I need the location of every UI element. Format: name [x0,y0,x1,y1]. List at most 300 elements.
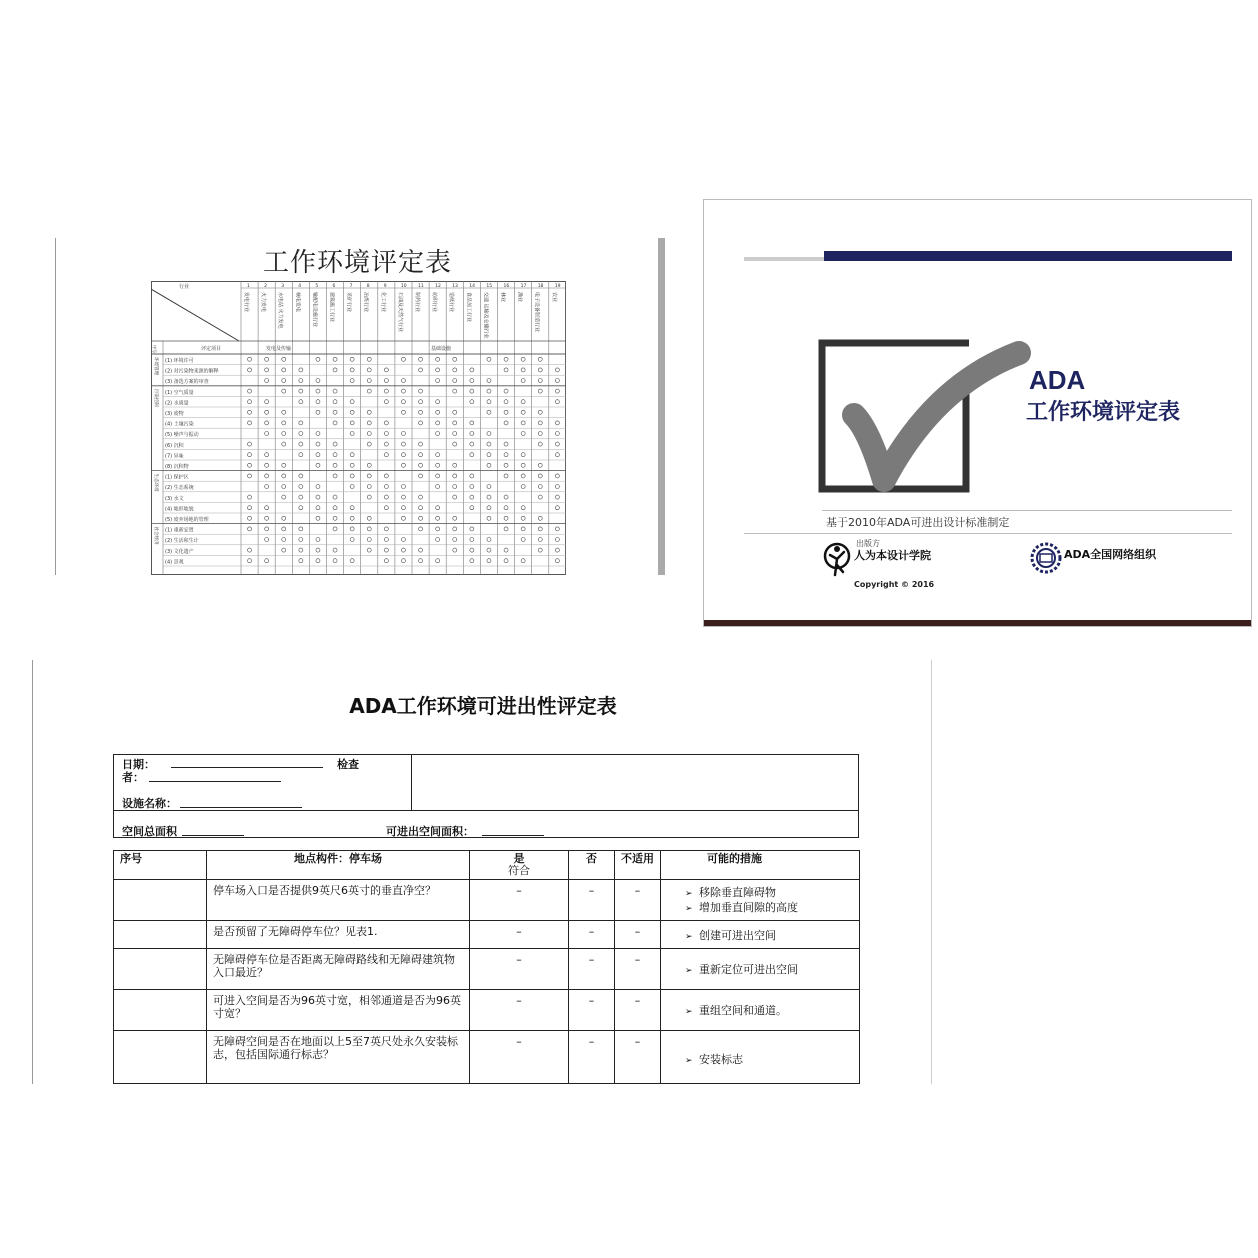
matrix-eval-item-label: 评定项目 [201,346,222,352]
matrix-mark [470,421,474,425]
matrix-row-label: (7) 异味 [165,453,184,460]
facility-label: 设施名称： [122,797,177,810]
yes-checkbox[interactable]: – [470,990,569,1031]
matrix-mark [436,421,440,425]
matrix-mark [487,453,491,457]
matrix-mark [487,516,491,520]
matrix-column-header: 化工行业 [379,292,386,313]
matrix-column-number: 10 [400,284,407,289]
matrix-mark [538,389,542,393]
matrix-mark [504,442,508,446]
matrix-mark [248,442,252,446]
matrix-mark [316,442,320,446]
matrix-mark [538,432,542,436]
arrow-bullet-icon: ➢ [685,932,693,942]
matrix-mark [504,527,508,531]
matrix-mark [350,410,354,414]
matrix-row-label: (2) 水质量 [165,400,189,407]
assessment-form-panel [32,660,932,1084]
measures-cell [661,880,860,921]
matrix-mark [282,516,286,520]
matrix-row-label: (3) 水文 [165,495,184,502]
matrix-mark [436,368,440,372]
matrix-mark [367,516,371,520]
matrix-mark [265,421,269,425]
matrix-section-label: 环境管理 [153,357,158,375]
matrix-mark [350,432,354,436]
na-checkbox[interactable]: – [615,990,661,1031]
matrix-mark [436,506,440,510]
matrix-mark [265,559,269,563]
header-no: 否 [569,851,615,880]
matrix-mark [316,432,320,436]
matrix-mark [282,538,286,542]
matrix-column-header: 制药行业 [414,292,420,313]
matrix-mark [384,559,388,563]
matrix-mark [538,527,542,531]
arrow-bullet-icon: ➢ [685,1056,693,1066]
cover-bottom-strip [704,620,1251,626]
matrix-mark [265,368,269,372]
matrix-mark [384,506,388,510]
na-checkbox[interactable]: – [615,949,661,990]
matrix-mark [521,506,525,510]
matrix-row-label: (8) 沉积物 [165,464,189,470]
seq-cell[interactable] [114,880,207,921]
cover-basis-text: 基于2010年ADA可进出设计标准制定 [826,516,1010,529]
matrix-row-label: (4) 土壤污染 [165,421,194,428]
measures-cell [661,990,860,1031]
matrix-mark [384,485,388,489]
matrix-mark [555,379,559,383]
matrix-mark [487,463,491,467]
matrix-mark [538,421,542,425]
matrix-mark [299,474,303,478]
matrix-mark [453,379,457,383]
measures-cell [661,1031,860,1084]
matrix-column-number: 17 [520,284,527,289]
matrix-mark [299,389,303,393]
matrix-mark [333,410,337,414]
matrix-mark [538,463,542,467]
matrix-mark [316,559,320,563]
matrix-mark [401,379,405,383]
matrix-mark [436,559,440,563]
matrix-mark [333,495,337,499]
header-yes-sub: 符合 [508,864,530,877]
matrix-mark [282,485,286,489]
table-row [114,1031,860,1084]
matrix-mark [248,368,252,372]
matrix-mark [504,474,508,478]
matrix-mark [299,400,303,404]
matrix-mark [384,538,388,542]
matrix-column-header: 火力发电 [260,292,267,313]
na-checkbox[interactable]: – [615,921,661,949]
matrix-mark [384,474,388,478]
matrix-mark [265,516,269,520]
matrix-mark [555,453,559,457]
matrix-mark [333,400,337,404]
matrix-mark [299,538,303,542]
matrix-column-header: 核电发电 [294,292,301,313]
matrix-mark [248,453,252,457]
matrix-mark [401,548,405,552]
matrix-mark [401,410,405,414]
matrix-mark [538,516,542,520]
matrix-mark [316,516,320,520]
matrix-column-number: 13 [452,284,458,289]
matrix-mark [453,442,457,446]
matrix-mark [436,432,440,436]
accessible-area-field[interactable] [482,835,544,836]
matrix-mark [419,474,423,478]
matrix-mark [333,357,337,361]
matrix-sheet-panel [55,238,665,575]
facility-field[interactable] [180,807,302,808]
matrix-column-header: 发电行业 [243,292,249,313]
matrix-mark [248,421,252,425]
copyright-text: Copyright © 2016 [854,580,935,589]
matrix-column-number: 9 [383,284,387,289]
matrix-mark [487,379,491,383]
matrix-mark [401,538,405,542]
arrow-bullet-icon: ➢ [685,904,693,914]
measure-text: 安装标志 [699,1053,743,1066]
matrix-mark [436,485,440,489]
matrix-mark [419,400,423,404]
seq-cell[interactable] [114,921,207,949]
matrix-mark [248,474,252,478]
matrix-mark [487,357,491,361]
matrix-mark [453,527,457,531]
matrix-mark [401,516,405,520]
matrix-section-label: 社会经济 [153,526,158,545]
matrix-mark [299,432,303,436]
matrix-mark [521,538,525,542]
matrix-mark [350,538,354,542]
matrix-mark [555,559,559,563]
no-checkbox[interactable]: – [569,880,615,921]
measure-item [685,886,853,901]
org-name: ADA全国网络组织 [1064,548,1157,561]
matrix-column-header: 林业 [499,292,506,303]
matrix-mark [419,527,423,531]
seq-cell[interactable] [114,1031,207,1084]
matrix-mark [248,548,252,552]
date-label: 日期： [122,758,155,771]
matrix-mark [265,474,269,478]
matrix-mark [333,442,337,446]
matrix-mark [419,506,423,510]
no-checkbox[interactable]: – [569,1031,615,1084]
cover-rule-navy [824,251,1232,261]
matrix-mark [470,495,474,499]
no-checkbox[interactable]: – [569,949,615,990]
total-area-label: 空间总面积 [122,825,177,838]
yes-checkbox[interactable]: – [470,880,569,921]
matrix-mark [333,548,337,552]
matrix-mark [538,548,542,552]
matrix-mark [453,474,457,478]
matrix-mark [521,474,525,478]
matrix-mark [521,453,525,457]
matrix-mark [504,463,508,467]
yes-checkbox[interactable]: – [470,921,569,949]
matrix-corner-label: 行业 [179,284,190,290]
scrollbar[interactable] [658,238,665,575]
matrix-mark [436,453,440,457]
matrix-mark [265,453,269,457]
matrix-mark [453,463,457,467]
matrix-mark [555,474,559,478]
matrix-column-number: 8 [366,284,370,289]
total-area-field[interactable] [182,835,244,836]
matrix-mark [350,368,354,372]
matrix-mark [350,463,354,467]
matrix-mark [333,474,337,478]
matrix-mark [436,463,440,467]
matrix-mark [470,400,474,404]
matrix-mark [316,495,320,499]
matrix-mark [470,485,474,489]
matrix-mark [367,421,371,425]
matrix-mark [367,463,371,467]
matrix-row-label: (3) 废物 [165,411,184,417]
matrix-mark [436,410,440,414]
matrix-mark [538,442,542,446]
matrix-mark [521,527,525,531]
matrix-mark [419,421,423,425]
seq-cell[interactable] [114,990,207,1031]
matrix-row-label: (6) 沉积 [165,442,184,449]
matrix-mark [538,474,542,478]
matrix-mark [401,485,405,489]
matrix-row-label: (5) 废弃场地的管理 [165,517,209,523]
matrix-mark [384,432,388,436]
matrix-mark [470,432,474,436]
matrix-mark [316,453,320,457]
matrix-mark [504,357,508,361]
matrix-column-header: 食品加工行业 [465,292,472,323]
matrix-mark [265,432,269,436]
matrix-mark [265,527,269,531]
matrix-mark [555,400,559,404]
date-field[interactable] [171,767,323,768]
matrix-column-header: 冶炼行业 [362,292,369,313]
matrix-mark [538,538,542,542]
matrix-mark [299,453,303,457]
matrix-mark [333,506,337,510]
matrix-mark [521,463,525,467]
matrix-column-header: 农业 [550,292,557,303]
matrix-mark [367,379,371,383]
matrix-mark [487,442,491,446]
matrix-mark [436,538,440,542]
matrix-mark [350,357,354,361]
matrix-mark [521,516,525,520]
matrix-mark [487,559,491,563]
matrix-mark [299,559,303,563]
measure-text: 创建可进出空间 [699,929,776,942]
matrix-mark [504,368,508,372]
na-checkbox[interactable]: – [615,880,661,921]
matrix-mark [504,453,508,457]
matrix-mark [367,495,371,499]
matrix-mark [521,357,525,361]
matrix-mark [504,389,508,393]
header-yes [470,851,569,880]
inspector-label-cont: 者： [122,771,144,784]
matrix-mark [419,463,423,467]
checkmark-box-icon [814,335,1034,505]
matrix-mark [282,432,286,436]
matrix-mark [555,421,559,425]
matrix-mark [555,389,559,393]
no-checkbox[interactable]: – [569,921,615,949]
arrow-bullet-icon: ➢ [685,889,693,899]
inspector-field[interactable] [149,781,281,782]
matrix-mark [555,506,559,510]
matrix-mark [316,538,320,542]
matrix-mark [401,432,405,436]
header-na: 不适用 [615,851,661,880]
matrix-row-label: (3) 备选方案的审查 [165,379,209,386]
matrix-mark [350,506,354,510]
matrix-mark [521,368,525,372]
matrix-mark [401,559,405,563]
matrix-mark [419,548,423,552]
na-checkbox[interactable]: – [615,1031,661,1084]
matrix-mark [504,400,508,404]
matrix-mark [401,400,405,404]
matrix-mark [248,516,252,520]
matrix-mark [367,368,371,372]
measures-cell [661,949,860,990]
matrix-mark [538,410,542,414]
matrix-mark [384,368,388,372]
matrix-mark [282,357,286,361]
table-row [114,880,860,921]
matrix-mark [316,379,320,383]
matrix-column-header: 渔业 [516,292,523,303]
matrix-row-label: (2) 生活和生计 [165,538,199,545]
matrix-mark [316,548,320,552]
matrix-mark [350,527,354,531]
matrix-mark [282,548,286,552]
matrix-mark [453,516,457,520]
matrix-column-number: 6 [332,284,336,289]
matrix-row-label: (1) 保护区 [165,474,189,481]
matrix-mark [436,379,440,383]
matrix-mark [470,548,474,552]
publisher-caption: 出版方 [856,539,880,548]
matrix-mark [350,421,354,425]
measure-item [685,1004,853,1019]
matrix-mark [384,389,388,393]
yes-checkbox[interactable]: – [470,949,569,990]
matrix-mark [350,453,354,457]
parking-checklist-table [113,850,860,1084]
matrix-mark [487,495,491,499]
arrow-bullet-icon: ➢ [685,966,693,976]
matrix-mark [470,474,474,478]
matrix-mark [470,389,474,393]
matrix-mark [384,379,388,383]
cover-title-ada: ADA [1029,365,1086,395]
matrix-column-header: 石油及天然气行业 [396,292,403,333]
matrix-mark [555,495,559,499]
matrix-mark [367,410,371,414]
matrix-mark [487,389,491,393]
question-cell: 是否预留了无障碍停车位？见表1. [207,921,470,949]
matrix-mark [504,421,508,425]
matrix-mark [521,485,525,489]
measure-text: 重组空间和通道。 [699,1004,787,1017]
ada-network-logo-icon [1030,542,1062,574]
matrix-mark [265,506,269,510]
matrix-mark [419,453,423,457]
divider [114,810,858,811]
seq-cell[interactable] [114,949,207,990]
matrix-column-number: 11 [418,284,424,289]
matrix-mark [265,379,269,383]
matrix-mark [265,400,269,404]
matrix-mark [350,379,354,383]
matrix-column-number: 19 [554,284,561,289]
matrix-mark [504,559,508,563]
header-seq: 序号 [114,851,207,880]
measure-item [685,929,853,944]
matrix-mark [367,389,371,393]
matrix-mark [504,506,508,510]
matrix-mark [470,527,474,531]
matrix-row-label: (4) 地形地貌 [165,506,194,513]
matrix-mark [333,421,337,425]
matrix-mark [401,389,405,393]
measures-cell [661,921,860,949]
matrix-mark [419,410,423,414]
matrix-mark [521,410,525,414]
matrix-column-number: 14 [469,284,476,289]
matrix-mark [521,379,525,383]
matrix-column-number: 5 [315,284,319,289]
publisher-name: 人为本设计学院 [854,549,931,562]
no-checkbox[interactable]: – [569,990,615,1031]
matrix-mark [453,548,457,552]
matrix-mark [333,559,337,563]
matrix-mark [555,538,559,542]
yes-checkbox[interactable]: – [470,1031,569,1084]
matrix-mark [248,527,252,531]
matrix-column-number: 1 [247,284,250,289]
matrix-mark [555,527,559,531]
matrix-diagonal [151,289,239,341]
matrix-group-label: 基础设施 [431,346,452,352]
matrix-row-label: (3) 文化遗产 [165,548,194,555]
matrix-mark [316,485,320,489]
matrix-mark [299,379,303,383]
header-yes-label: 是 [513,852,525,865]
matrix-mark [316,389,320,393]
matrix-column-number: 18 [537,284,544,289]
matrix-mark [384,400,388,404]
matrix-mark [401,506,405,510]
matrix-mark [282,442,286,446]
form-title: ADA工作环境可进出性评定表 [349,694,617,718]
matrix-mark [538,368,542,372]
matrix-mark [470,379,474,383]
